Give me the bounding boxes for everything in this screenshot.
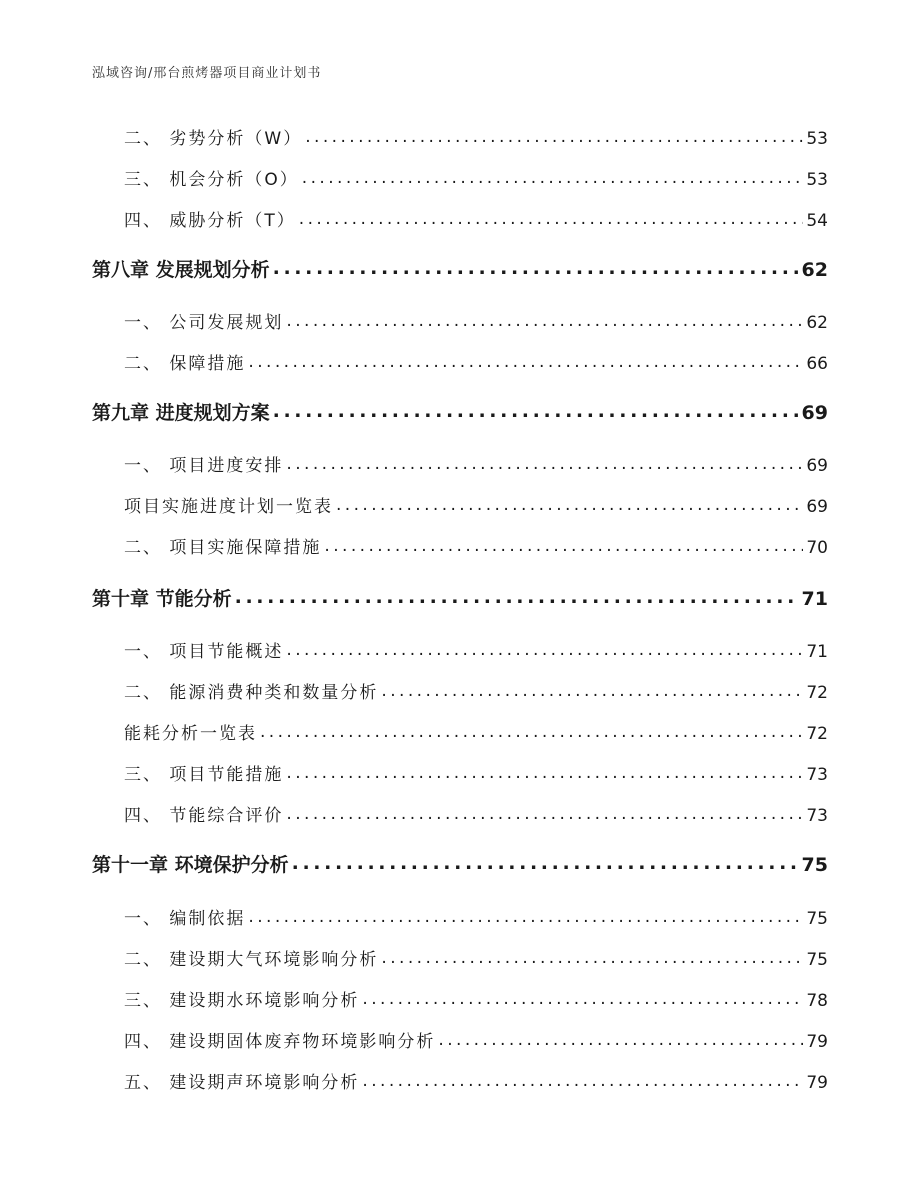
- toc-entry[interactable]: [92, 760, 828, 785]
- toc-entry[interactable]: [92, 308, 828, 333]
- toc-entry-label: 一、 项目节能概述: [124, 642, 284, 662]
- toc-page-number: 54: [806, 211, 828, 231]
- toc-entry[interactable]: [92, 124, 828, 149]
- dot-leader: [286, 640, 803, 660]
- toc-entry[interactable]: [92, 206, 828, 231]
- toc-entry-label: 三、 机会分析（O）: [124, 170, 299, 190]
- toc-page-number: 72: [806, 724, 828, 744]
- toc-entry[interactable]: [92, 637, 828, 662]
- toc-page-number: 79: [806, 1073, 828, 1093]
- dot-leader: [260, 722, 803, 742]
- toc-entry[interactable]: [92, 451, 828, 476]
- toc-entry-label: 三、 项目节能措施: [124, 765, 284, 785]
- toc-entry[interactable]: [92, 945, 828, 970]
- toc-chapter-label: 第八章 发展规划分析: [92, 259, 270, 281]
- toc-entry-label: 五、 建设期声环境影响分析: [124, 1073, 360, 1093]
- toc-entry-label: 四、 威胁分析（T）: [124, 211, 296, 231]
- dot-leader: [299, 209, 804, 229]
- toc-entry[interactable]: [92, 165, 828, 190]
- running-header: 泓域咨询/邢台煎烤器项目商业计划书: [92, 66, 322, 81]
- dot-leader: [273, 257, 799, 279]
- dot-leader: [324, 536, 803, 556]
- dot-leader: [248, 907, 803, 927]
- dot-leader: [438, 1030, 803, 1050]
- toc-page-number: 78: [806, 991, 828, 1011]
- toc-page-number: 73: [806, 765, 828, 785]
- toc-page-number: 75: [806, 909, 828, 929]
- toc-page-number: 79: [806, 1032, 828, 1052]
- toc-entry-label: 能耗分析一览表: [124, 724, 257, 744]
- toc-chapter-label: 第九章 进度规划方案: [92, 402, 270, 424]
- toc-chapter-entry[interactable]: [92, 584, 828, 611]
- toc-chapter-entry[interactable]: [92, 398, 828, 425]
- dot-leader: [286, 763, 803, 783]
- dot-leader: [235, 586, 799, 608]
- toc-page-number: 62: [801, 259, 828, 281]
- toc-page-number: 70: [806, 538, 828, 558]
- toc-chapter-entry[interactable]: [92, 255, 828, 282]
- toc-entry-label: 二、 建设期大气环境影响分析: [124, 950, 379, 970]
- toc-page-number: 69: [801, 402, 828, 424]
- dot-leader: [286, 454, 803, 474]
- toc-page-number: 73: [806, 806, 828, 826]
- toc-entry[interactable]: [92, 1027, 828, 1052]
- toc-chapter-label: 第十一章 环境保护分析: [92, 854, 289, 876]
- toc-entry[interactable]: [92, 533, 828, 558]
- toc-entry-label: 一、 编制依据: [124, 909, 246, 929]
- toc-entry[interactable]: [92, 986, 828, 1011]
- dot-leader: [292, 852, 799, 874]
- dot-leader: [248, 352, 803, 372]
- toc-entry-label: 项目实施进度计划一览表: [124, 497, 333, 517]
- toc-table-entry[interactable]: [92, 492, 828, 517]
- dot-leader: [286, 804, 803, 824]
- toc-page-number: 53: [806, 129, 828, 149]
- toc-entry-label: 一、 项目进度安排: [124, 456, 284, 476]
- toc-entry-label: 二、 项目实施保障措施: [124, 538, 322, 558]
- toc-entry-label: 二、 保障措施: [124, 354, 246, 374]
- toc-page-number: 75: [806, 950, 828, 970]
- dot-leader: [381, 681, 803, 701]
- toc-entry[interactable]: [92, 1068, 828, 1093]
- toc-page-number: 75: [801, 854, 828, 876]
- dot-leader: [362, 989, 803, 1009]
- toc-chapter-label: 第十章 节能分析: [92, 588, 232, 610]
- toc-entry-label: 四、 节能综合评价: [124, 806, 284, 826]
- toc-page-number: 69: [806, 497, 828, 517]
- dot-leader: [381, 948, 803, 968]
- toc-page-number: 69: [806, 456, 828, 476]
- toc-page-number: 71: [801, 588, 828, 610]
- toc-page-number: 66: [806, 354, 828, 374]
- toc-table-entry[interactable]: [92, 719, 828, 744]
- toc-entry[interactable]: [92, 904, 828, 929]
- dot-leader: [362, 1071, 803, 1091]
- dot-leader: [336, 495, 803, 515]
- dot-leader: [305, 127, 803, 147]
- toc-entry-label: 三、 建设期水环境影响分析: [124, 991, 360, 1011]
- toc-entry-label: 四、 建设期固体废弃物环境影响分析: [124, 1032, 436, 1052]
- toc-page-number: 71: [806, 642, 828, 662]
- toc-page-number: 62: [806, 313, 828, 333]
- toc-chapter-entry[interactable]: [92, 850, 828, 877]
- dot-leader: [286, 311, 803, 331]
- toc-entry-label: 二、 能源消费种类和数量分析: [124, 683, 379, 703]
- toc-entry-label: 二、 劣势分析（W）: [124, 129, 303, 149]
- toc-entry[interactable]: [92, 349, 828, 374]
- toc-entry-label: 一、 公司发展规划: [124, 313, 284, 333]
- toc-page-number: 72: [806, 683, 828, 703]
- toc-entry[interactable]: [92, 801, 828, 826]
- toc-entry[interactable]: [92, 678, 828, 703]
- dot-leader: [273, 400, 799, 422]
- dot-leader: [302, 168, 804, 188]
- toc-page-number: 53: [806, 170, 828, 190]
